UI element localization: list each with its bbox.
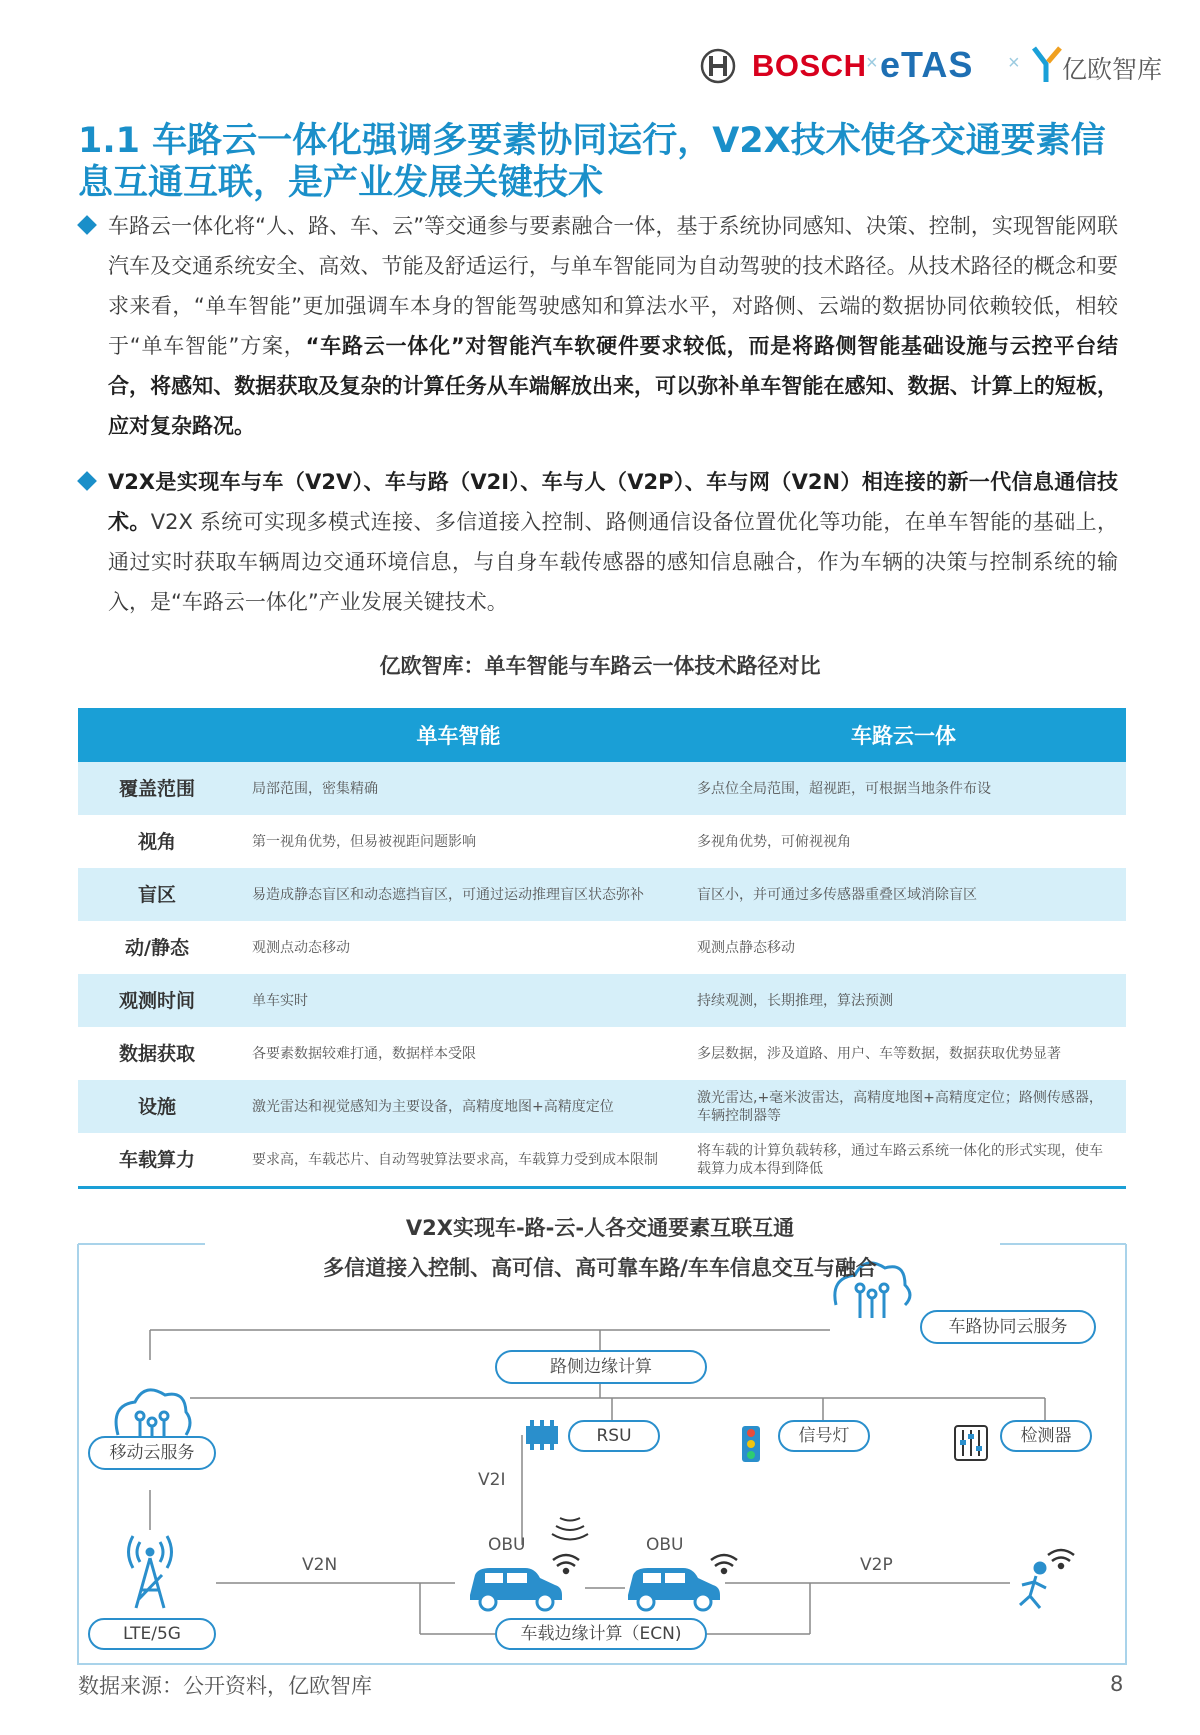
row-header: 设施: [78, 1080, 236, 1133]
table-header-cell: [78, 708, 236, 762]
car-icon: [628, 1568, 720, 1610]
table-cell: 多层数据，涉及道路、用户、车等数据，数据获取优势显著: [697, 1045, 1061, 1062]
rsu-label: RSU: [568, 1420, 660, 1452]
paragraph-bold-text: “车路云一体化”对智能汽车软硬件要求较低，而是将路侧智能基础设施与云控平台结合，将感知、数据获取及复杂的计算任务从车端解放出来，可以弥补单车智能在感知、数据、计算上的短板，应对复杂路况。: [108, 334, 1118, 438]
mobile-cloud-label: 移动云服务: [88, 1436, 216, 1470]
bosch-logo-icon: [700, 48, 736, 84]
yiou-logo-icon: [1030, 44, 1064, 84]
logo-separator: ×: [1008, 52, 1020, 74]
traffic-light-label: 信号灯: [778, 1420, 870, 1452]
table-header-row: [78, 708, 1126, 762]
table-cell: 持续观测，长期推理，算法预测: [681, 974, 1126, 1027]
etas-logo-text: eTAS: [880, 44, 974, 85]
table-cell: 激光雷达和视觉感知为主要设备，高精度地图+高精度定位: [236, 1080, 681, 1133]
detector-label: 检测器: [1000, 1420, 1092, 1452]
page-number: 8: [1110, 1672, 1124, 1696]
yiou-logo-text: 亿欧智库: [1062, 55, 1163, 84]
row-header: 视角: [137, 830, 176, 853]
table-row: [78, 921, 1126, 974]
table-row: [78, 815, 1126, 868]
wifi-icon: [711, 1555, 737, 1573]
lte-label: LTE/5G: [88, 1618, 216, 1650]
row-header: 盲区: [78, 868, 236, 921]
table-row: [78, 974, 1126, 1027]
cloud-service-label: 车路协同云服务: [920, 1310, 1096, 1344]
bullet-paragraph: [78, 206, 1118, 446]
paragraph-normal-text: V2X 系统可实现多模式连接、多信道接入控制、路侧通信设备位置优化等功能，在单车智能的基础上，通过实时获取车辆周边交通环境信息，与自身车载传感器的感知信息融合，作为车辆的决策与控制系统的输入，是“车路云一体化”产业发展关键技术。: [108, 510, 1119, 614]
wifi-icon: [1048, 1550, 1074, 1568]
car-icon: [470, 1568, 562, 1610]
table-row: [78, 1027, 1126, 1080]
rsu-icon: [526, 1420, 558, 1450]
table-cell: 各要素数据较难打通，数据样本受限: [252, 1045, 476, 1062]
data-source: 数据来源：公开资料，亿欧智库: [78, 1674, 372, 1698]
row-header: 覆盖范围: [78, 762, 236, 815]
table-cell: 第一视角优势，但易被视距问题影响: [252, 833, 476, 850]
table-cell: 单车实时: [236, 974, 681, 1027]
rsu-signal-icon: [552, 1518, 588, 1540]
row-header: 观测时间: [78, 974, 236, 1027]
cell-tower-icon: [129, 1536, 172, 1608]
v2i-label: V2I: [478, 1470, 506, 1490]
v2n-label: V2N: [302, 1555, 338, 1575]
header: [0, 40, 1200, 90]
table-row: [78, 1133, 1126, 1188]
table-cell: 观测点静态移动: [697, 939, 795, 956]
table-row: [78, 1080, 1126, 1133]
obu-label: OBU: [646, 1535, 684, 1555]
paragraph-normal-text: 车路云一体化将“人、路、车、云”等交通参与要素融合一体，基于系统协同感知、决策、控制，实现智能网联汽车及交通系统安全、高效、节能及舒适运行，与单车智能同为自动驾驶的技术路径。从技术路径的概念和要求来看，“单车智能”更加强调车本身的智能驾驶感知和算法水平，对路侧、云端的数据协同依赖较低，相较于“单车智能”方案，: [108, 214, 1118, 358]
v2p-label: V2P: [860, 1555, 893, 1575]
bosch-logo-text: BOSCH: [752, 48, 867, 83]
table-cell: 激光雷达,+毫米波雷达，高精度地图+高精度定位；路侧传感器，车辆控制器等: [681, 1080, 1126, 1133]
table-row: [78, 762, 1126, 815]
pedestrian-icon: [1020, 1563, 1046, 1608]
comparison-table: [78, 708, 1126, 1189]
table-cell: 多视角优势，可俯视视角: [697, 833, 851, 850]
detector-icon: [955, 1426, 987, 1460]
table-cell: 易造成静态盲区和动态遮挡盲区，可通过运动推理盲区状态弥补: [236, 868, 681, 921]
table-cell: 将车载的计算负载转移，通过车路云系统一体化的形式实现，使车载算力成本得到降低: [681, 1133, 1126, 1188]
table-cell: 盲区小，并可通过多传感器重叠区域消除盲区: [681, 868, 1126, 921]
ecn-label: 车载边缘计算（ECN): [495, 1618, 707, 1650]
logo-separator: ×: [866, 52, 878, 74]
diagram-title: V2X实现车-路-云-人各交通要素互联互通: [405, 1216, 795, 1240]
table-cell: 局部范围，密集精确: [236, 762, 681, 815]
table-cell: 观测点动态移动: [252, 939, 350, 956]
table-cell: 要求高，车载芯片、自动驾驶算法要求高，车载算力受到成本限制: [236, 1133, 681, 1188]
obu-label: OBU: [488, 1535, 526, 1555]
paragraph-text: [78, 206, 1118, 446]
table-header-cell: 车路云一体: [681, 708, 1126, 762]
table-cell: 多点位全局范围，超视距，可根据当地条件布设: [681, 762, 1126, 815]
table-header-cell: 单车智能: [236, 708, 681, 762]
row-header: 车载算力: [78, 1133, 236, 1188]
table-title: 亿欧智库：单车智能与车路云一体技术路径对比: [379, 654, 821, 678]
paragraph-text: [78, 462, 1118, 622]
diagram-subtitle: 多信道接入控制、高可信、高可靠车路/车车信息交互与融合: [323, 1256, 877, 1280]
bullet-paragraph: [78, 462, 1118, 622]
wifi-icon: [553, 1555, 579, 1573]
edge-compute-label: 路侧边缘计算: [495, 1350, 707, 1384]
row-header: 数据获取: [118, 1042, 195, 1065]
page-title: 1.1 车路云一体化强调多要素协同运行，V2X技术使各交通要素信息互通互联，是产业发展关键技术: [78, 121, 1106, 203]
row-header: 动/静态: [125, 936, 189, 959]
traffic-light-icon: [742, 1426, 760, 1462]
paragraph-bold-text: V2X是实现车与车（V2V）、车与路（V2I）、车与人（V2P）、车与网（V2N）相连接的新一代信息通信技术。: [108, 470, 1118, 534]
table-row: [78, 868, 1126, 921]
